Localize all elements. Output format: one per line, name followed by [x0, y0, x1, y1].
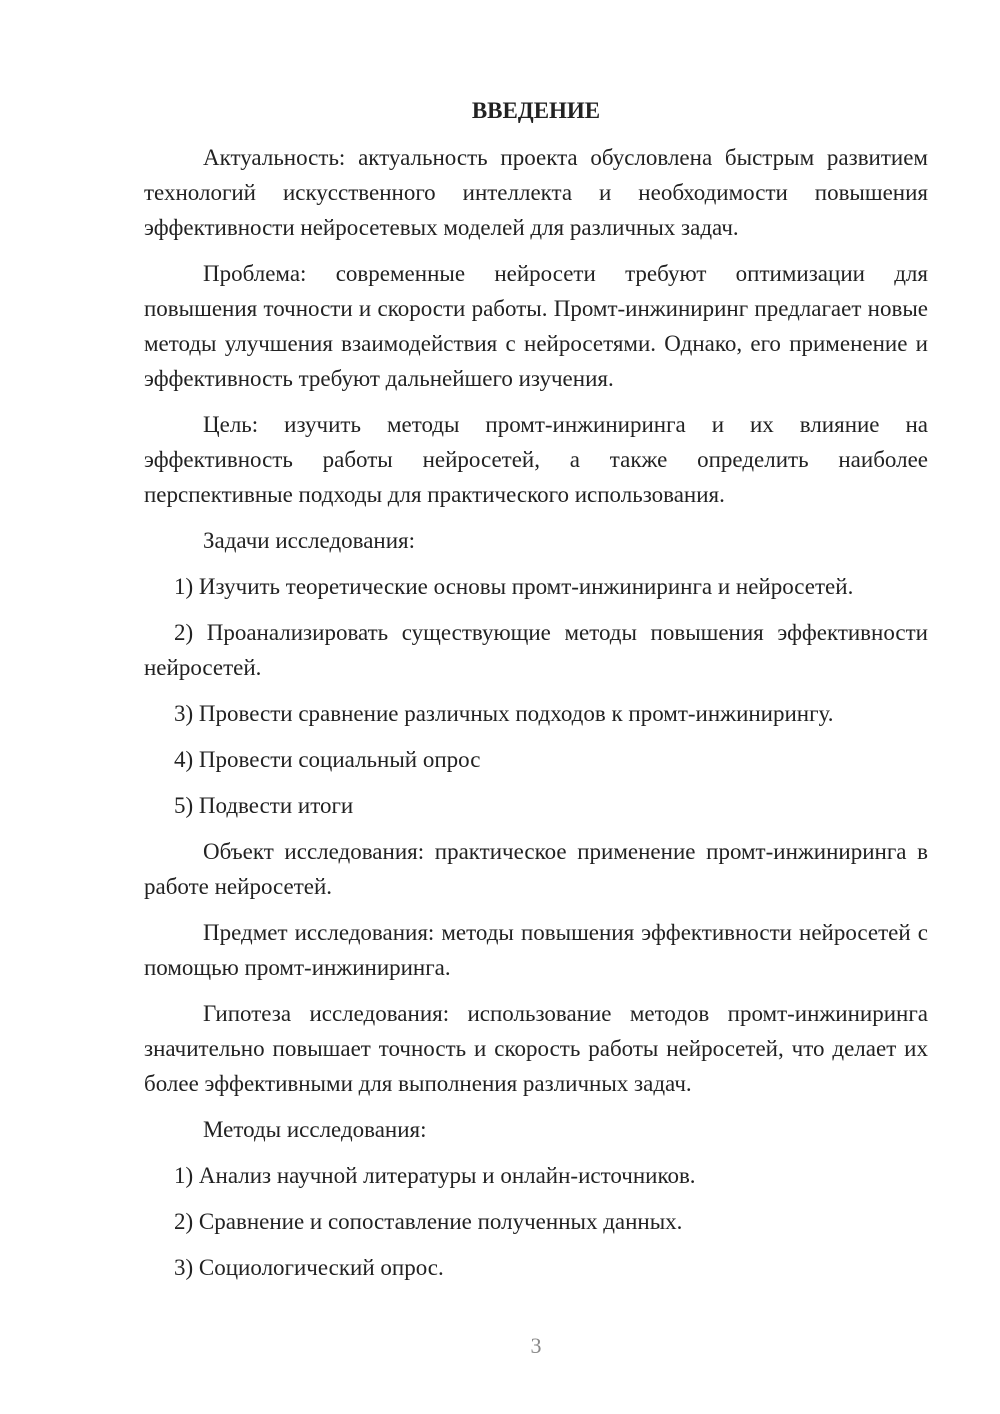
page-number: 3 — [530, 1333, 542, 1358]
methods-label: Методы исследования: — [203, 1117, 427, 1142]
problem-paragraph: Проблема: современные нейросети требуют оптимизации для повышения точности и скорости работы. Промт-инжиниринг предлагает новые методы улучшения взаимодействия с нейросетями. Однако, его применение и эффективность требуют дальнейшего изучения. — [144, 261, 928, 391]
task-item-4: 4) Провести социальный опрос — [174, 747, 481, 772]
method-item-1: 1) Анализ научной литературы и онлайн-источников. — [174, 1163, 696, 1188]
method-item-2: 2) Сравнение и сопоставление полученных данных. — [174, 1209, 683, 1234]
hypothesis-paragraph: Гипотеза исследования: использование методов промт-инжиниринга значительно повышает точность и скорость работы нейросетей, что делает их более эффективными для выполнения различных задач. — [144, 1001, 928, 1096]
section-heading: ВВЕДЕНИЕ — [471, 98, 601, 123]
goal-paragraph: Цель: изучить методы промт-инжиниринга и их влияние на эффективность работы нейросетей, а также определить наиболее перспективные подходы для практического использования. — [144, 412, 928, 507]
task-item-1: 1) Изучить теоретические основы промт-инжиниринга и нейросетей. — [174, 574, 854, 599]
object-paragraph: Объект исследования: практическое применение промт-инжиниринга в работе нейросетей. — [144, 839, 928, 899]
task-item-5: 5) Подвести итоги — [174, 793, 354, 818]
tasks-label: Задачи исследования: — [203, 528, 416, 553]
method-item-3: 3) Социологический опрос. — [174, 1255, 444, 1280]
subject-paragraph: Предмет исследования: методы повышения эффективности нейросетей с помощью промт-инжиниринга. — [144, 920, 928, 980]
task-item-3: 3) Провести сравнение различных подходов к промт-инжинирингу. — [174, 701, 834, 726]
relevance-paragraph: Актуальность: актуальность проекта обусловлена быстрым развитием технологий искусственного интеллекта и необходимости повышения эффективности нейросетевых моделей для различных задач. — [144, 145, 928, 240]
task-item-2: 2) Проанализировать существующие методы повышения эффективности нейросетей. — [144, 620, 928, 680]
page-content — [144, 93, 928, 1296]
